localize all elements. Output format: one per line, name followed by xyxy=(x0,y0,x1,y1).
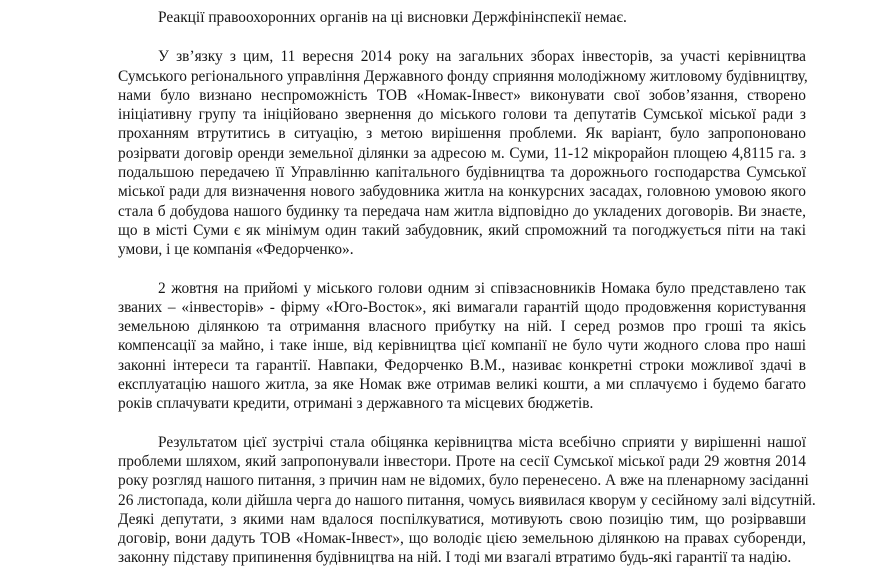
paragraph-line: законну підставу припинення будівництва на ній. І тоді ми взагалі втратимо будь-які гарантії та надію. xyxy=(118,549,792,567)
paragraph-line: Сумського регіонального управління Державного фонду сприяння молодіжному житловому будівництву, xyxy=(118,67,808,85)
paragraph-line: 2 жовтня на прийомі у міського голови одним зі співзасновників Номака було представлено так xyxy=(158,279,806,297)
paragraph-line: законні інтереси та гарантії. Навпаки, Федорченко В.М., називає конкретні строки можливої здачі в xyxy=(118,356,806,374)
paragraph-line: експлуатацію нашого житла, за яке Номак вже отримав великі кошти, а ми сплачуємо і будемо багато xyxy=(118,376,806,394)
paragraph-line: ініціативну групу та ініційовано звернення до міського голови та депутатів Сумської міської ради з xyxy=(118,106,806,124)
paragraph-2 xyxy=(118,47,806,259)
paragraph-3 xyxy=(118,279,806,414)
paragraph-line: років сплачувати кредити, отримані з державного та місцевих бюджетів. xyxy=(118,395,594,413)
paragraph-line: нами було визнано неспроможність ТОВ «Номак-Інвест» виконувати свої зобов’язання, створено xyxy=(118,86,806,104)
paragraph-line: проблеми шляхом, який запропонували інвестори. Проте на сесії Сумської міської ради 29 жовтня 2014 xyxy=(118,452,806,470)
paragraph-line: земельною ділянкою та отримання власного прибутку на ній. І серед розмов про гроші та якісь xyxy=(118,318,806,336)
paragraph-line: Результатом цієї зустрічі стала обіцянка керівництва міста всебічно сприяти у вирішенні нашої xyxy=(158,433,806,451)
paragraph-1 xyxy=(118,8,806,27)
paragraph-line: Реакції правоохоронних органів на ці висновки Держфінінспекії немає. xyxy=(158,9,627,26)
paragraph-line: Деякі депутати, з якими нам вдалося поспілкуватися, мотивують свою позицію тим, що розірвавши xyxy=(118,510,806,528)
paragraph-line: умови, і це компанія «Федорченко». xyxy=(118,241,354,259)
paragraph-line: року розгляд нашого питання, з причин нам не відомих, було перенесено. А вже на пленарному засіданні xyxy=(118,472,809,490)
paragraph-line: компенсації за майно, і таке інше, від керівництва цієї компанії не було чути жодного слова про наші xyxy=(118,337,806,355)
paragraph-line: проханням втрутитись в ситуацію, з метою вирішення проблеми. Як варіант, було запропоновано xyxy=(118,125,806,143)
paragraph-line: подальшою передачею її Управлінню капітального будівництва та дорожнього господарства Сумської xyxy=(118,164,806,182)
paragraph-line: стала б добудова нашого будинку та передача нам житла відповідно до укладених договорів. Ви знаєте, xyxy=(118,202,806,220)
paragraph-line: що в місті Суми є як мінімум один такий забудовник, який спроможний та погоджується піти на такі xyxy=(118,221,806,239)
paragraph-line: міської ради для визначення нового забудовника житла на конкурсних засадах, головною умовою якого xyxy=(118,183,806,201)
paragraph-line: розірвати договір оренди земельної ділянки за адресою м. Суми, 11-12 мікрорайон площею 4,8115 га. з xyxy=(118,144,806,162)
paragraph-line: 26 листопада, коли дійшла черга до нашого питання, чомусь виявилася кворум у сесійному залі відсутній. xyxy=(118,491,816,509)
paragraph-4 xyxy=(118,433,816,568)
document-page xyxy=(118,8,816,568)
paragraph-line: званих – «інвесторів» - фірму «Юго-Восток», які вимагали гарантій щодо продовження користування xyxy=(118,298,806,316)
paragraph-line: У зв’язку з цим, 11 вересня 2014 року на загальних зборах інвесторів, за участі керівництва xyxy=(158,48,806,66)
paragraph-line: договір, вони дадуть ТОВ «Номак-Інвест», що володіє цією земельною ділянкою на правах суборенди, xyxy=(118,530,806,548)
